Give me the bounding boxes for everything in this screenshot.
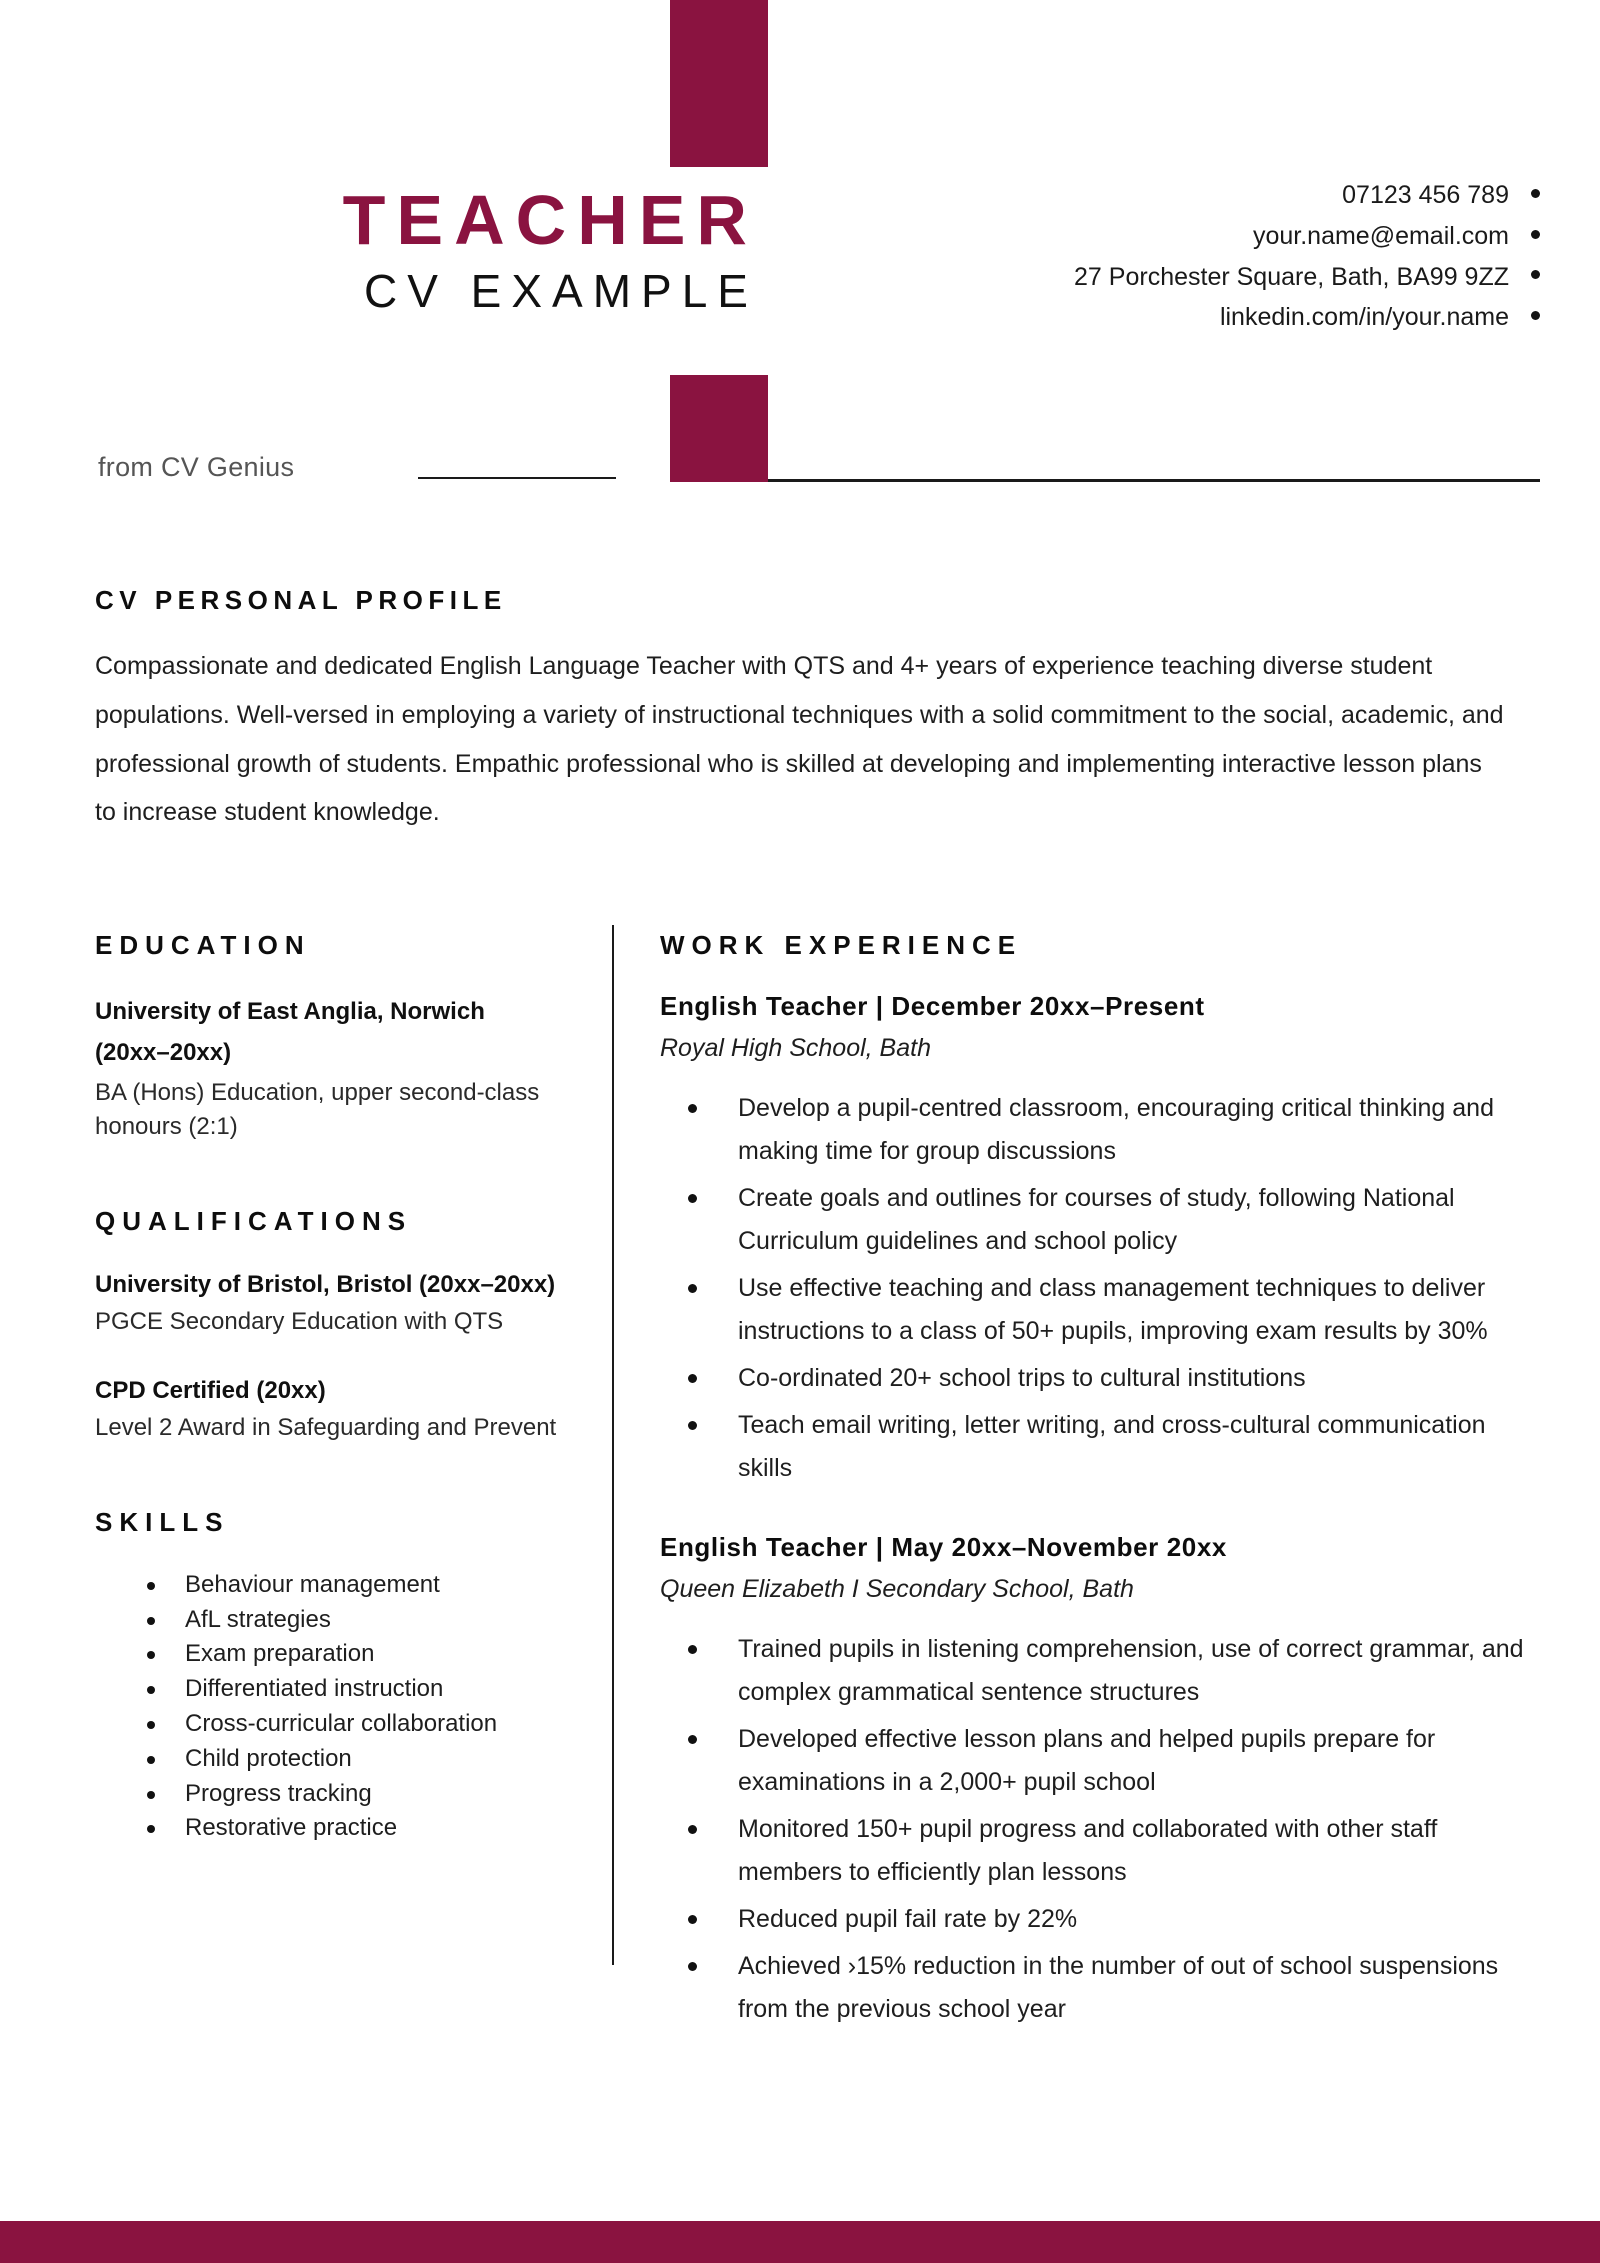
right-column — [660, 930, 1540, 2065]
education-entry — [95, 991, 565, 1144]
qualification-detail: PGCE Secondary Education with QTS — [95, 1307, 504, 1335]
qualification-entry — [95, 1267, 565, 1339]
page-subtitle: CV EXAMPLE — [364, 265, 758, 317]
list-item: Teach email writing, letter writing, and cross-cultural communication skills — [660, 1404, 1540, 1490]
education-institution: University of East Anglia, Norwich (20xx–20xx) — [95, 998, 485, 1067]
work-experience-heading: WORK EXPERIENCE — [660, 930, 1023, 960]
contact-address-text: 27 Porchester Square, Bath, BA99 9ZZ — [1074, 262, 1509, 291]
bullet-dot-icon — [1531, 270, 1540, 279]
personal-profile-heading: CV PERSONAL PROFILE — [95, 585, 507, 615]
list-item: Use effective teaching and class management techniques to deliver instructions to a class of 50+ pupils, improving exam results by 30% — [660, 1267, 1540, 1353]
skills-heading: SKILLS — [95, 1506, 230, 1537]
header-title-block — [0, 181, 768, 321]
bullet-dot-icon — [1531, 311, 1540, 320]
list-item: Reduced pupil fail rate by 22% — [660, 1898, 1540, 1941]
job-company: Queen Elizabeth I Secondary School, Bath — [660, 1575, 1134, 1603]
list-item: Behaviour management — [147, 1568, 565, 1603]
from-cv-genius-label: from CV Genius — [98, 452, 295, 482]
job-bullet-list — [660, 1087, 1540, 1490]
list-item: AfL strategies — [147, 1603, 565, 1638]
contact-item-email[interactable] — [1074, 216, 1540, 257]
contact-item-phone — [1074, 175, 1540, 216]
education-detail: BA (Hons) Education, upper second-class honours (2:1) — [95, 1078, 540, 1140]
accent-block-middle — [670, 375, 768, 482]
personal-profile-text: Compassionate and dedicated English Language Teacher with QTS and 4+ years of experience teaching diverse student populations. Well-versed in employing a variety of instructional techniques with a solid commitment to the social, academic, and professional growth of students. Empathic professional who is skilled at developing and implementing interactive lesson plans to increase student knowledge. — [95, 652, 1504, 827]
list-item: Develop a pupil-centred classroom, encouraging critical thinking and making time for group discussions — [660, 1087, 1540, 1173]
list-item: Trained pupils in listening comprehension, use of correct grammar, and complex grammatical sentence structures — [660, 1628, 1540, 1714]
left-column — [95, 930, 565, 1846]
personal-profile-section — [95, 585, 1505, 837]
list-item: Co-ordinated 20+ school trips to cultural institutions — [660, 1357, 1540, 1400]
column-divider — [612, 925, 614, 1965]
work-experience-entry — [660, 1532, 1540, 2031]
job-company: Royal High School, Bath — [660, 1034, 931, 1062]
list-item: Cross-curricular collaboration — [147, 1707, 565, 1742]
qualification-institution: University of Bristol, Bristol (20xx–20xx) — [95, 1270, 556, 1298]
list-item: Achieved ›15% reduction in the number of out of school suspensions from the previous school year — [660, 1945, 1540, 2031]
contact-phone-text: 07123 456 789 — [1342, 181, 1509, 209]
list-item: Exam preparation — [147, 1637, 565, 1672]
skills-list — [95, 1568, 565, 1846]
contact-item-linkedin[interactable] — [1074, 297, 1540, 338]
list-item: Progress tracking — [147, 1777, 565, 1812]
header-horizontal-rule — [768, 479, 1540, 482]
footer-accent-bar — [0, 2221, 1600, 2263]
bullet-dot-icon — [1531, 230, 1540, 239]
qualification-institution: CPD Certified (20xx) — [95, 1376, 326, 1404]
job-bullet-list — [660, 1628, 1540, 2031]
qualifications-heading: QUALIFICATIONS — [95, 1205, 413, 1236]
work-experience-entry — [660, 991, 1540, 1490]
from-label-rule — [418, 477, 616, 479]
list-item: Child protection — [147, 1742, 565, 1777]
contact-item-address — [1074, 257, 1540, 298]
list-item: Create goals and outlines for courses of study, following National Curriculum guidelines and school policy — [660, 1177, 1540, 1263]
bullet-dot-icon — [1531, 189, 1540, 198]
page-title: TEACHER — [342, 181, 758, 259]
contact-list — [1074, 175, 1540, 338]
job-title: English Teacher | December 20xx–Present — [660, 991, 1205, 1021]
contact-email-text: your.name@email.com — [1252, 221, 1509, 250]
contact-linkedin-text: linkedin.com/in/your.name — [1219, 303, 1509, 332]
education-heading: EDUCATION — [95, 930, 311, 960]
accent-block-top — [670, 0, 768, 167]
list-item: Restorative practice — [147, 1811, 565, 1846]
list-item: Monitored 150+ pupil progress and collaborated with other staff members to efficiently plan lessons — [660, 1808, 1540, 1894]
qualification-entry — [95, 1373, 565, 1445]
list-item: Developed effective lesson plans and helped pupils prepare for examinations in a 2,000+ pupil school — [660, 1718, 1540, 1804]
qualification-detail: Level 2 Award in Safeguarding and Prevent — [95, 1413, 557, 1441]
list-item: Differentiated instruction — [147, 1672, 565, 1707]
job-title: English Teacher | May 20xx–November 20xx — [660, 1532, 1227, 1562]
